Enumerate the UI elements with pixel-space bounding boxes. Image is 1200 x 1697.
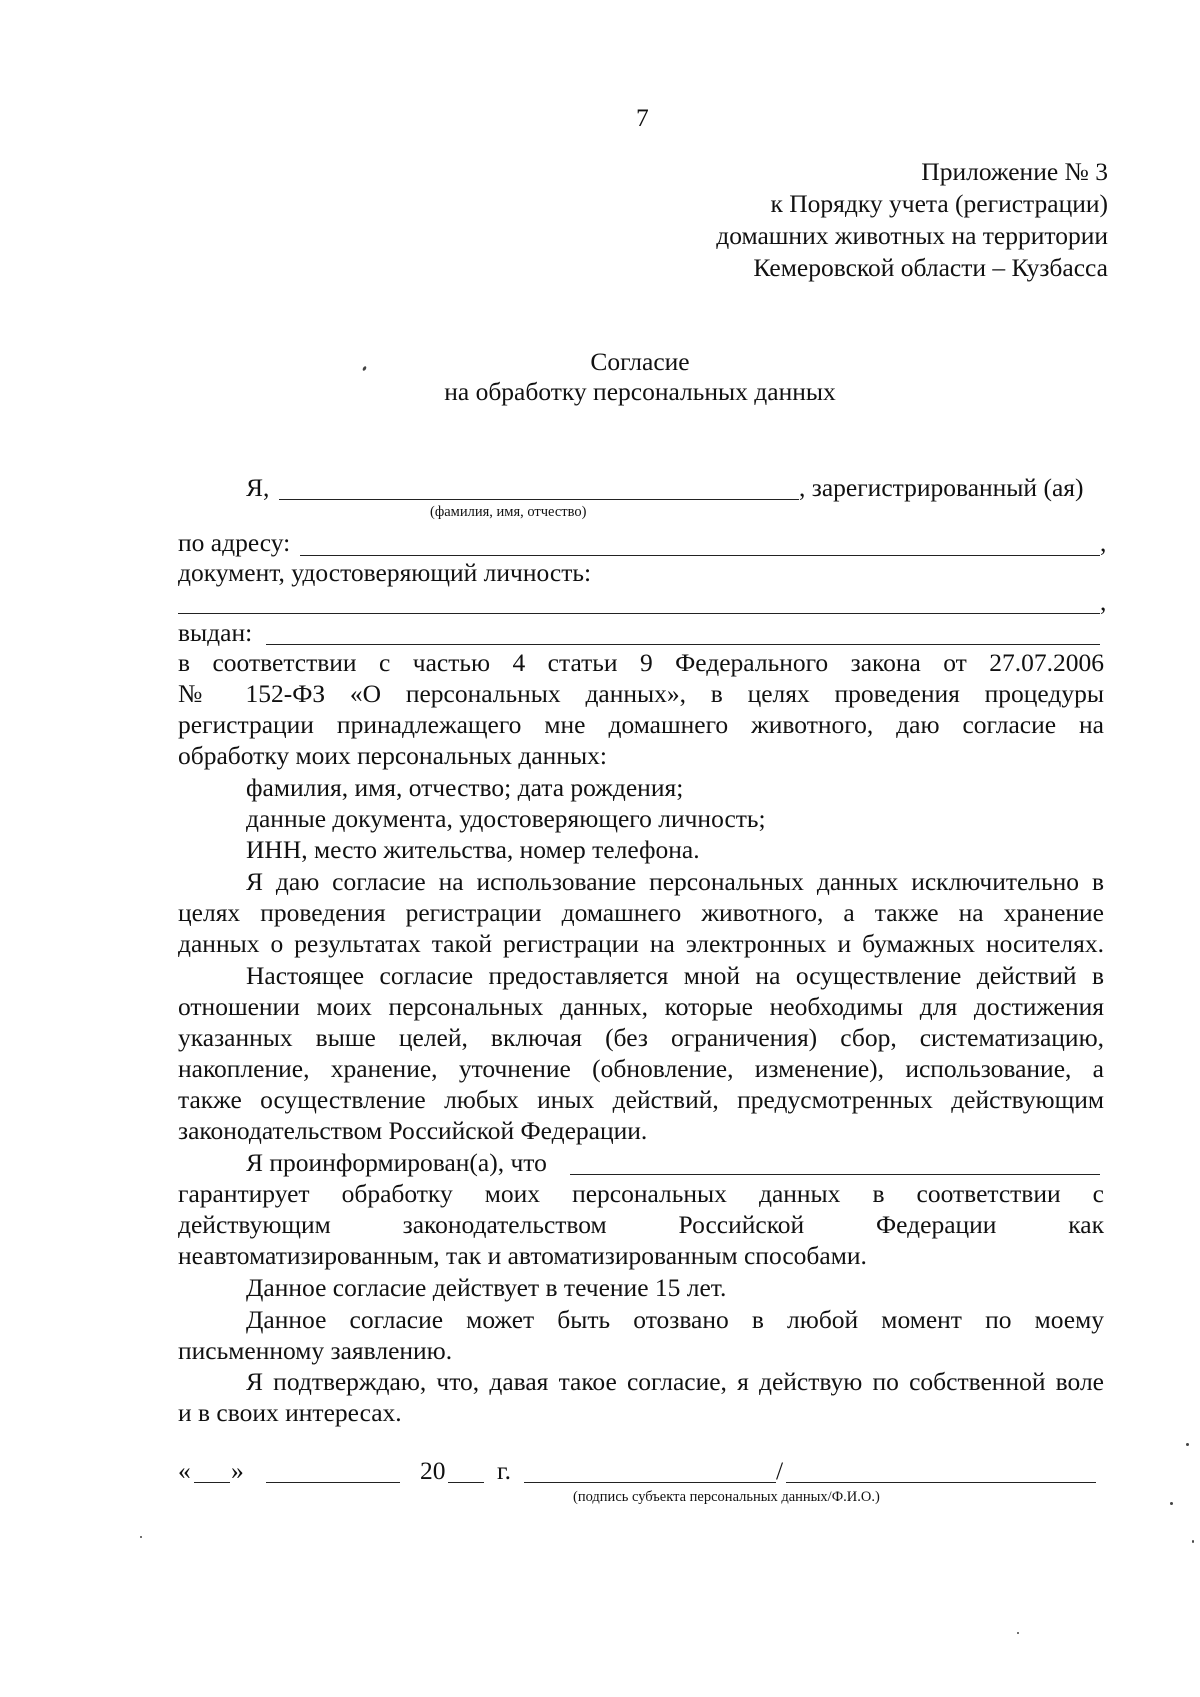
paragraph-4-line-4: неавтоматизированным, так и автоматизированным способами. <box>178 1241 867 1270</box>
address-comma: , <box>1100 528 1107 557</box>
paragraph-4-line-2: гарантирует обработку моих персональных данных в соответствии с <box>178 1179 1104 1208</box>
paragraph-7-line-1: Я подтверждаю, что, давая такое согласие, я действую по собственной воле <box>246 1367 1104 1396</box>
paragraph-3-line-6: законодательством Российской Федерации. <box>178 1116 648 1145</box>
paragraph-3-line-4: накопление, хранение, уточнение (обновление, изменение), использование, а <box>178 1054 1104 1083</box>
address-label: по адресу: <box>178 528 291 557</box>
scan-speck <box>1192 1540 1194 1543</box>
paragraph-7-line-2: и в своих интересах. <box>178 1398 402 1427</box>
paragraph-3-line-3: указанных выше целей, включая (без ограничения) сбор, систематизацию, <box>178 1023 1104 1052</box>
scan-speck <box>1170 1502 1173 1505</box>
list-item-1: фамилия, имя, отчество; дата рождения; <box>246 773 684 802</box>
appendix-line-4: Кемеровской области – Кузбасса <box>753 253 1108 282</box>
scan-speck <box>140 1536 142 1538</box>
appendix-line-1: Приложение № 3 <box>921 157 1108 186</box>
registered-label: , зарегистрированный (ая) <box>799 473 1084 502</box>
signature-field[interactable] <box>524 1482 776 1483</box>
date-year-suffix: г. <box>497 1456 511 1485</box>
date-quote-close: » <box>231 1456 244 1485</box>
scan-speck <box>362 366 367 372</box>
document-comma: , <box>1100 587 1107 616</box>
paragraph-6-line-2: письменному заявлению. <box>178 1336 453 1365</box>
appendix-line-2: к Порядку учета (регистрации) <box>770 189 1108 218</box>
document-field[interactable] <box>178 613 1100 614</box>
document-label: документ, удостоверяющий личность: <box>178 558 592 587</box>
paragraph-2-line-3: данных о результатах такой регистрации на электронных и бумажных носителях. <box>178 929 1104 958</box>
paragraph-5: Данное согласие действует в течение 15 лет. <box>246 1273 727 1302</box>
document-title: Согласие <box>590 347 690 376</box>
paragraph-1-line-2: № 152-ФЗ «О персональных данных», в целях проведения процедуры <box>178 679 1104 708</box>
paragraph-4-line-1: Я проинформирован(а), что <box>246 1148 547 1177</box>
paragraph-6-line-1: Данное согласие может быть отозвано в любой момент по моему <box>246 1305 1104 1334</box>
signature-slash: / <box>776 1456 784 1485</box>
list-item-2: данные документа, удостоверяющего личность; <box>246 804 766 833</box>
paragraph-1-line-3: регистрации принадлежащего мне домашнего животного, даю согласие на <box>178 710 1104 739</box>
scan-speck <box>1017 1632 1019 1634</box>
scan-speck <box>1186 1443 1189 1446</box>
signature-name-field[interactable] <box>786 1482 1096 1483</box>
appendix-line-3: домашних животных на территории <box>716 221 1108 250</box>
paragraph-4-line-3: действующим законодательством Российской Федерации как <box>178 1210 1104 1239</box>
paragraph-1-line-1: в соответствии с частью 4 статьи 9 Федерального закона от 27.07.2006 <box>178 648 1104 677</box>
date-year-prefix: 20 <box>420 1456 446 1485</box>
date-quote-open: « <box>178 1456 191 1485</box>
issued-field[interactable] <box>266 644 1100 645</box>
date-day-field[interactable] <box>194 1482 230 1483</box>
date-year-field[interactable] <box>448 1482 484 1483</box>
document-subtitle: на обработку персональных данных <box>444 377 836 406</box>
fio-field[interactable] <box>279 499 799 500</box>
paragraph-3-line-1: Настоящее согласие предоставляется мной на осуществление действий в <box>246 961 1104 990</box>
list-item-3: ИНН, место жительства, номер телефона. <box>246 835 700 864</box>
signature-hint: (подпись субъекта персональных данных/Ф.И.О.) <box>573 1489 880 1505</box>
paragraph-2-line-2: целях проведения регистрации домашнего животного, а также на хранение <box>178 898 1104 927</box>
fio-hint: (фамилия, имя, отчество) <box>430 504 587 520</box>
page-number: 7 <box>636 103 649 132</box>
date-month-field[interactable] <box>266 1482 400 1483</box>
issued-label: выдан: <box>178 618 253 647</box>
i-label: Я, <box>246 473 270 502</box>
operator-field[interactable] <box>570 1174 1100 1175</box>
address-field[interactable] <box>300 555 1100 556</box>
paragraph-2-line-1: Я даю согласие на использование персональных данных исключительно в <box>246 867 1104 896</box>
paragraph-3-line-5: также осуществление любых иных действий, предусмотренных действующим <box>178 1085 1104 1114</box>
paragraph-3-line-2: отношении моих персональных данных, которые необходимы для достижения <box>178 992 1104 1021</box>
paragraph-1-line-4: обработку моих персональных данных: <box>178 741 607 770</box>
